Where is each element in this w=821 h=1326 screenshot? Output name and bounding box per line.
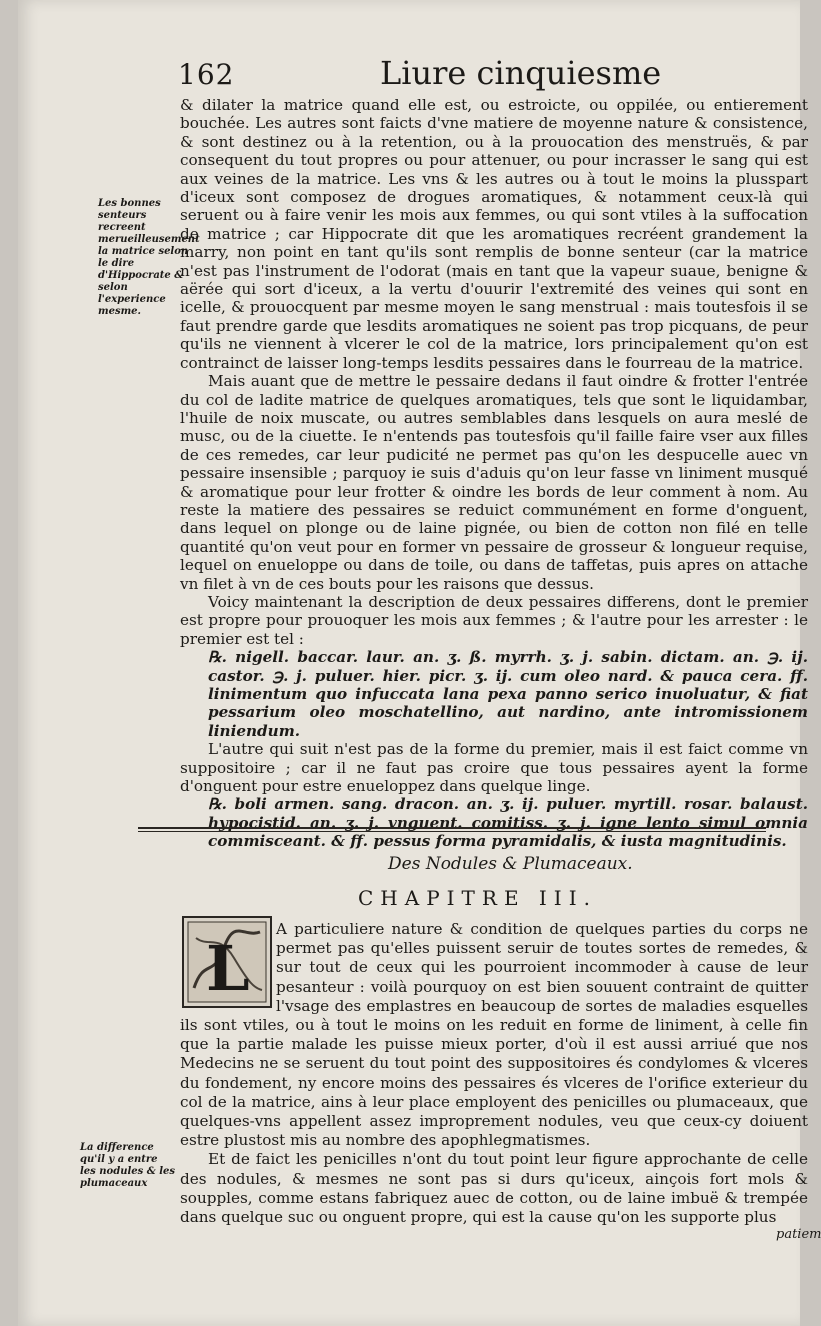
book-page — [18, 0, 821, 1326]
chapter-title: CHAPITRE III. — [358, 886, 597, 910]
catchword: patiem — [776, 1227, 821, 1242]
section-title: Des Nodules & Plumaceaux. — [388, 854, 633, 874]
margin-note-senteurs: Les bonnes senteurs recreent merueilleusement la matrice selon le dire d'Hippocrate & selon l'experience mesme. — [98, 198, 200, 317]
running-title: Liure cinquiesme — [380, 54, 662, 92]
page-header — [18, 52, 800, 96]
paragraph: & dilater la matrice quand elle est, ou estroicte, ou oppilée, ou entierement bouchée. Les autres sont faicts d'vne matiere de moyenne nature & consistence, & sont destinez ou à la retention, ou à la prouocation des menstruës, & par consequent du tout propres ou pour attenuer, ou pour incrasser le sang qui est aux veines de la matrice. Les vns & les autres ou à tout le moins la plusspart d'iceux sont composez de drogues aromatiques, & notamment ceux-là qui seruent ou à faire venir les mois aux femmes, ou qui sont vtiles à la suffocation de matrice ; car Hippocrate dit que les aromatiques recréent grandement la marry, non point en tant qu'ils sont remplis de bonne senteur (car la matrice n'est pas l'instrument de l'odorat (mais en tant que la vapeur suaue, benigne & aërée qui sort d'iceux, a la vertu d'ouurir l'extremité des veines qui sont en icelle, & prouocquent par mesme moyen le sang menstrual : mais toutesfois il se faut prendre garde que lesdits aromatiques ne soient pas trop picquans, de peur qu'ils ne viennent à vlcerer le col de la matrice, lors principalement qu'on est contrainct de laisser long-temps lesdits pessaires dans le fourreau de la matrice. — [180, 96, 808, 372]
paragraph: A particuliere nature & condition de quelques parties du corps ne permet pas qu'elles puissent seruir de toutes sortes de remedes, & sur tout de ceux qui les pourroient incommoder à cause de leur pesanteur : voilà pourquoy on est bien souuent contraint de quitter l'vsage des emplastres en beaucoup de sortes de maladies esquelles ils sont vtiles, ou à tout le moins on les reduit en forme de liniment, à celle fin que la partie malade les puisse mieux porter, d'où il est aussi arriué que nos Medecins ne se seruent du tout point des suppositoires és condylomes & vlceres du fondement, ny encore moins des pessaires és vlceres de l'orifice exterieur du col de la matrice, ains à leur place employent des penicilles ou plumaceaux, que quelques-vns appellent assez improprement nodules, veu que ceux-cy doiuent estre plustost mis au nombre des apophlegmatismes. — [180, 920, 808, 1150]
svg-text:L: L — [206, 932, 250, 1005]
main-text — [180, 96, 808, 851]
paragraph: Et de faict les penicilles n'ont du tout point leur figure approchante de celle des nodules, & mesmes ne sont pas si durs qu'iceux, ainçois fort mols & soupples, comme estans fabriquez auec de cotton, ou de laine imbuë & trempée dans quelque suc ou onguent propre, qui est la cause qu'on les supporte plus — [180, 1150, 808, 1227]
recipe-formula: ℞. nigell. baccar. laur. an. ʒ. ß. myrrh. ʒ. j. sabin. dictam. an. ℈. ij. castor. ℈. j. puluer. hier. picr. ʒ. ij. cum oleo nard. & pauca cera. ff. linimentum quo infuccata lana pexa panno serico inuoluatur, & fiat pessarium oleo moschatellino, aut nardino, ante intromissionem liniendum. — [208, 648, 808, 740]
chapter-text — [180, 920, 808, 1227]
page-number: 162 — [178, 58, 235, 91]
divider-rule — [138, 831, 766, 832]
paragraph: Voicy maintenant la description de deux pessaires differens, dont le premier est propre pour prouoquer les mois aux femmes ; & l'autre pour les arrester : le premier est tel : — [180, 592, 808, 648]
paragraph: L'autre qui suit n'est pas de la forme du premier, mais il est faict comme vn suppositoire ; car il ne faut pas croire que tous pessaires ayent la forme d'onguent pour estre enueloppez dans quelque linge. — [180, 740, 808, 796]
divider-rule — [138, 827, 766, 829]
margin-note-difference: La difference qu'il y a entre les nodules & les plumaceaux — [80, 1142, 176, 1189]
recipe-formula: ℞. boli armen. sang. dracon. an. ʒ. ij. puluer. myrtill. rosar. balaust. hypocistid. an. ʒ. j. vnguent. comitiss. ʒ. j. igne lento simul omnia commisceant. & ff. pessus forma pyramidalis, & iusta magnitudinis. — [208, 795, 808, 851]
paragraph: Mais auant que de mettre le pessaire dedans il faut oindre & frotter l'entrée du col de ladite matrice de quelques aromatiques, tels que sont le liquidambar, l'huile de noix muscate, ou autres semblables dans lesquels on aura meslé de musc, ou de la ciuette. Ie n'entends pas toutesfois qu'il faille faire vser aux filles de ces remedes, car leur pudicité ne permet pas qu'on les despucelle auec vn pessaire insensible ; parquoy ie suis d'aduis qu'on leur fasse vn liniment musqué & aromatique pour leur frotter & oindre les bords de leur comment à nom. Au reste la matiere des pessaires se reduict communément en forme d'onguent, dans lequel on plonge ou de laine pignée, ou bien de cotton non filé en telle quantité qu'on veut pour en former vn pessaire de grosseur & longueur requise, lequel on enueloppe ou dans de toile, ou dans de taffetas, puis apres on attache vn filet à vn de ces bouts pour les raisons que dessus. — [180, 372, 808, 593]
